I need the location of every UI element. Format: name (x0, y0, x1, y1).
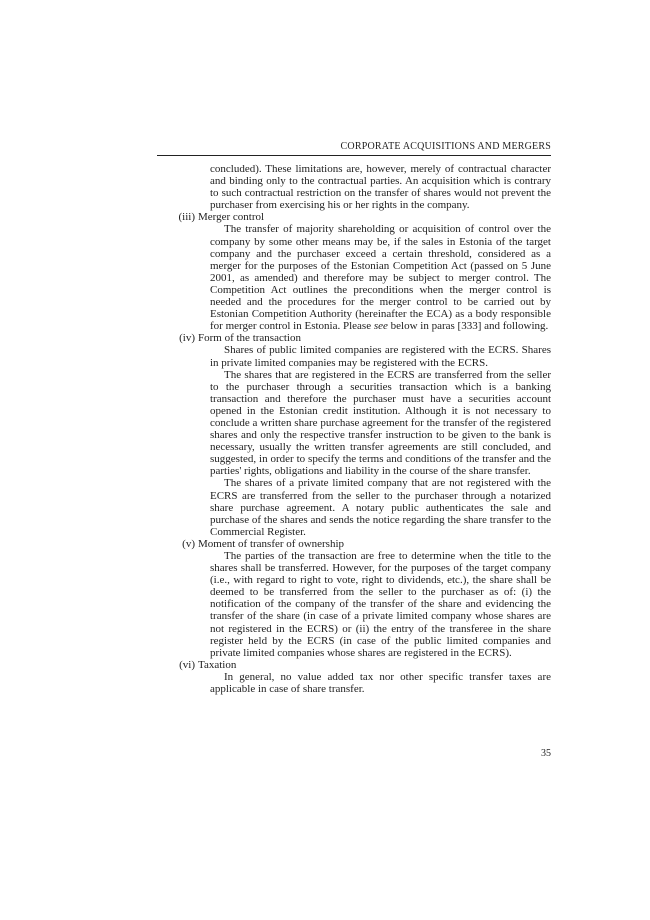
page-body (172, 163, 551, 695)
section-heading-form-of-transaction (172, 332, 551, 344)
continued-paragraph: concluded). These limitations are, however, merely of contractual character and binding only to the contractual parties. An acquisition which is contrary to such contractual restriction on the transfer of shares would not prevent the purchaser from exercising his or her rights in the company. (210, 163, 551, 212)
paragraph: In general, no value added tax nor other specific transfer taxes are applicable in case of share transfer. (210, 670, 551, 696)
running-head: CORPORATE ACQUISITIONS AND MERGERS (340, 141, 551, 152)
paragraph: The transfer of majority shareholding or acquisition of control over the company by some other means may be, if the sales in Estonia of the target company and the purchaser exceed a certain threshold, considered as a merger for the purposes of the Estonian Competition Act (passed on 5 June 2001, as amended) and therefore may be subject to merger control. The Competition Act outlines the preconditions when the merger control is needed and the procedures for the merger control to be carried out by Estonian Competition Authority (hereinafter the ECA) as a body responsible for merger control in Estonia. Please see below in paras [333] and following. (210, 223, 551, 333)
section-heading-merger-control (172, 211, 551, 223)
section-heading-taxation (172, 659, 551, 671)
section-title: Merger control (198, 211, 265, 224)
section-number: (vi) (179, 658, 195, 671)
section-title: Form of the transaction (198, 332, 301, 345)
section-heading-moment-of-transfer (172, 538, 551, 550)
paragraph: The shares of a private limited company that are not registered with the ECRS are transferred from the seller to the purchaser through a notarized share purchase agreement. A notary public authenticates the sale and purchase of the shares and sends the notice regarding the share transfer to the Commercial Register. (210, 477, 551, 538)
header-rule (157, 155, 551, 156)
section-number: (iv) (179, 332, 195, 345)
section-number: (v) (182, 537, 195, 550)
emphasis-see: see (373, 320, 388, 333)
paragraph: The shares that are registered in the ECRS are transferred from the seller to the purchaser through a securities transaction which is a banking transaction and therefore the purchaser must have a securities account opened in the Estonian credit institution. Although it is not necessary to conclude a written share purchase agreement for the transfer of the registered shares and only the respective transfer instruction to be given to the bank is necessary, usually the written transfer agreements are still concluded, and suggested, in order to specify the terms and conditions of the transfer and the parties' rights, obligations and liability in the course of the share transfer. (210, 368, 551, 478)
section-number: (iii) (178, 211, 195, 224)
paragraph: The parties of the transaction are free to determine when the title to the shares shall be transferred. However, for the purposes of the target company (i.e., with regard to right to vote, right to dividends, etc.), the share shall be deemed to be transferred from the seller to the purchaser as of: (i) the notification of the company of the transfer of the share and evidencing the transfer of the share (in case of a private limited company whose shares are not registered in the ECRS) or (ii) the entry of the transferee in the share register held by the ECRS (in case of the public limited companies and private limited companies whose shares are registered in the ECRS). (210, 550, 551, 659)
section-title: Taxation (198, 658, 237, 671)
page-number: 35 (541, 748, 551, 759)
paragraph: Shares of public limited companies are registered with the ECRS. Shares in private limited companies may be registered with the ECRS. (210, 344, 551, 369)
section-title: Moment of transfer of ownership (198, 537, 345, 550)
